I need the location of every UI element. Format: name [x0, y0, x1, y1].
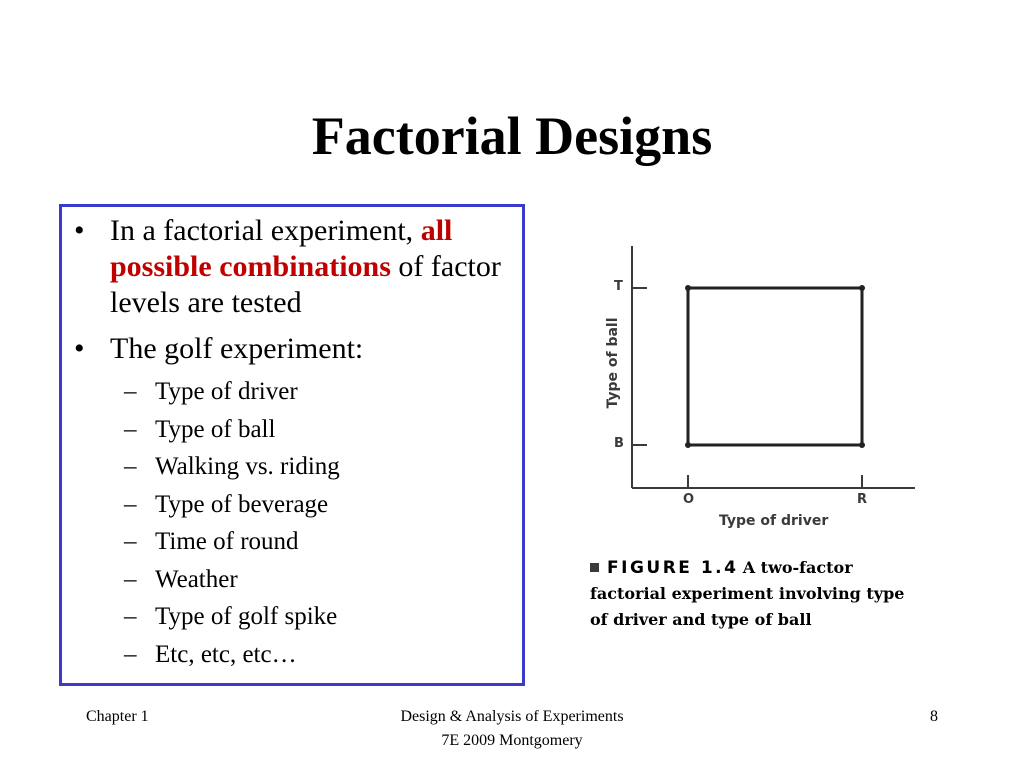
dash-marker: – — [124, 528, 137, 555]
sub-bullet-text: Type of ball — [155, 415, 276, 443]
bullet-item — [62, 331, 522, 367]
sub-bullet-text: Type of driver — [155, 378, 298, 405]
sub-bullet-item — [62, 636, 522, 674]
dash-marker: – — [124, 378, 137, 405]
sub-bullet-item — [62, 486, 522, 524]
sub-bullet-item — [62, 523, 522, 561]
y-tick-label: T — [614, 279, 623, 294]
factorial-figure — [585, 240, 925, 640]
sub-bullet-text: Walking vs. riding — [155, 453, 340, 480]
x-tick-label: R — [857, 492, 868, 507]
bullet-text-before: In a factorial experiment, — [110, 214, 421, 247]
caption-text: A two-factor factorial experiment involving type of driver and type of ball — [590, 558, 905, 629]
slide-title: Factorial Designs — [311, 106, 713, 166]
footer-chapter: Chapter 1 — [86, 708, 149, 725]
design-point — [685, 285, 691, 291]
x-tick-label: O — [683, 492, 695, 507]
dash-marker: – — [124, 490, 137, 518]
bullet-dot: • — [74, 214, 85, 247]
design-point — [859, 442, 865, 448]
sub-bullet-list — [62, 373, 522, 673]
content-box — [59, 204, 525, 686]
bullet-dot: • — [74, 332, 85, 365]
dash-marker: – — [124, 640, 137, 668]
bullet-list — [62, 213, 522, 369]
dash-marker: – — [124, 415, 137, 443]
figure-caption — [590, 555, 920, 633]
bullet-highlight: all possible combinations — [110, 214, 453, 283]
bullet-text-after: of factor levels are tested — [110, 250, 501, 319]
bullet-item — [62, 213, 522, 321]
caption-marker — [590, 563, 599, 572]
design-point — [685, 442, 691, 448]
sub-bullet-item — [62, 598, 522, 636]
footer-course-line2: 7E 2009 Montgomery — [441, 732, 583, 749]
sub-bullet-text: Time of round — [155, 528, 299, 555]
y-axis-label: Type of ball — [605, 317, 621, 409]
design-point — [859, 285, 865, 291]
sub-bullet-text: Etc, etc, etc… — [155, 640, 297, 668]
sub-bullet-text: Type of beverage — [155, 490, 329, 518]
design-square — [688, 288, 862, 445]
sub-bullet-text: Weather — [155, 565, 238, 593]
factorial-diagram — [585, 240, 925, 550]
dash-marker: – — [124, 453, 137, 480]
sub-bullet-item — [62, 373, 522, 411]
footer-course-line1: Design & Analysis of Experiments — [400, 708, 624, 725]
figure-number: FIGURE 1.4 — [607, 558, 739, 578]
y-tick-label: B — [614, 436, 624, 451]
bullet-text: The golf experiment: — [110, 332, 364, 365]
dash-marker: – — [124, 603, 137, 630]
x-axis-label: Type of driver — [719, 513, 829, 529]
sub-bullet-item — [62, 561, 522, 599]
sub-bullet-item — [62, 411, 522, 449]
page-number: 8 — [930, 708, 938, 725]
sub-bullet-text: Type of golf spike — [155, 603, 338, 630]
dash-marker: – — [124, 565, 137, 593]
sub-bullet-item — [62, 448, 522, 486]
footer-course — [312, 705, 712, 753]
